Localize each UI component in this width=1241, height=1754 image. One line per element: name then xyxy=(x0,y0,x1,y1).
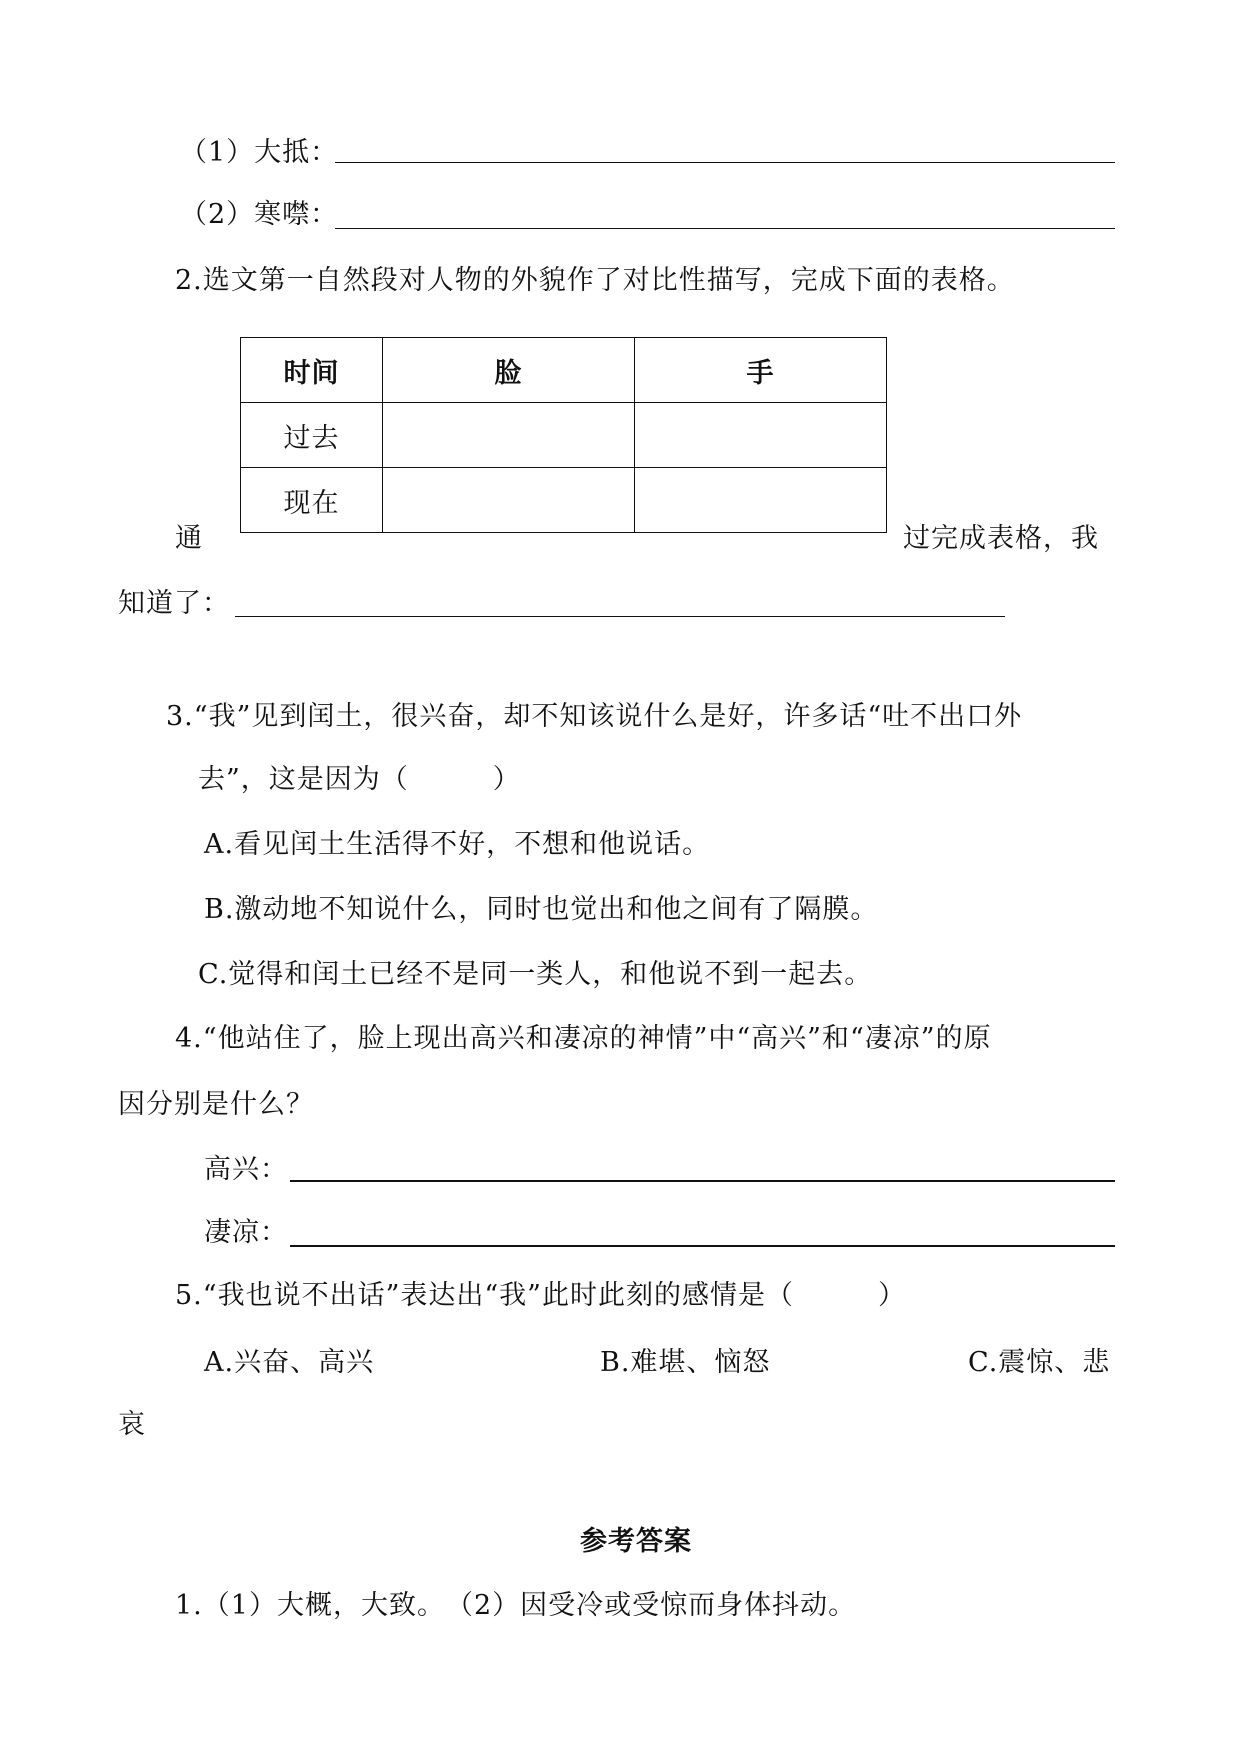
q2-header-hand: 手 xyxy=(635,338,887,403)
q2-past-hand-cell[interactable] xyxy=(635,403,887,468)
q2-table-header-row xyxy=(241,338,887,403)
q5-prompt: 5.“我也说不出话”表达出“我”此时此刻的感情是（ ） xyxy=(175,1280,906,1311)
q4-happy-label: 高兴： xyxy=(204,1154,288,1185)
q1-item1-answer-line[interactable] xyxy=(335,162,1115,163)
q1-item2-label: （2）寒噤： xyxy=(180,199,339,230)
q3-option-a: A.看见闰土生活得不好，不想和他说话。 xyxy=(204,829,711,860)
answers-line1: 1.（1）大概，大致。 （2）因受冷或受惊而身体抖动。 xyxy=(175,1590,857,1621)
q2-row-past-label: 过去 xyxy=(241,403,383,468)
q5-option-c-wrap: 哀 xyxy=(118,1409,146,1440)
q4-prompt-line2: 因分别是什么？ xyxy=(118,1089,314,1120)
q4-sad-answer-line[interactable] xyxy=(290,1245,1115,1247)
q1-item2-answer-line[interactable] xyxy=(335,228,1115,229)
table-row xyxy=(241,403,887,468)
q3-option-c: C.觉得和闰土已经不是同一类人，和他说不到一起去。 xyxy=(198,959,873,990)
q2-prompt: 2.选文第一自然段对人物的外貌作了对比性描写，完成下面的表格。 xyxy=(175,265,1015,296)
q2-now-hand-cell[interactable] xyxy=(635,468,887,533)
q2-followup-line2: 知道了： xyxy=(118,588,230,619)
q2-header-time: 时间 xyxy=(241,338,383,403)
q2-followup-left: 通 xyxy=(175,523,203,554)
q2-conclusion-answer-line[interactable] xyxy=(235,616,1005,617)
q2-followup-right: 过完成表格，我 xyxy=(903,523,1099,554)
q2-row-now-label: 现在 xyxy=(241,468,383,533)
q4-sad-label: 凄凉： xyxy=(204,1217,288,1248)
q5-option-a: A.兴奋、高兴 xyxy=(204,1347,375,1378)
q3-prompt-line2: 去”，这是因为（ ） xyxy=(198,764,521,795)
q2-past-face-cell[interactable] xyxy=(383,403,635,468)
q3-option-b: B.激动地不知说什么，同时也觉出和他之间有了隔膜。 xyxy=(204,894,879,925)
q1-item1-label: （1）大抵： xyxy=(180,137,339,168)
q4-prompt-line1: 4.“他站住了，脸上现出高兴和凄凉的神情”中“高兴”和“凄凉”的原 xyxy=(175,1023,992,1054)
q2-header-face: 脸 xyxy=(383,338,635,403)
q5-option-b: B.难堪、恼怒 xyxy=(600,1347,771,1378)
q4-happy-answer-line[interactable] xyxy=(290,1180,1115,1182)
answers-title: 参考答案 xyxy=(580,1526,692,1557)
q5-option-c: C.震惊、悲 xyxy=(968,1347,1111,1378)
q2-now-face-cell[interactable] xyxy=(383,468,635,533)
q2-table xyxy=(240,337,887,533)
table-row xyxy=(241,468,887,533)
q3-prompt-line1: 3.“我”见到闰土，很兴奋，却不知该说什么是好，许多话“吐不出口外 xyxy=(166,701,1023,732)
